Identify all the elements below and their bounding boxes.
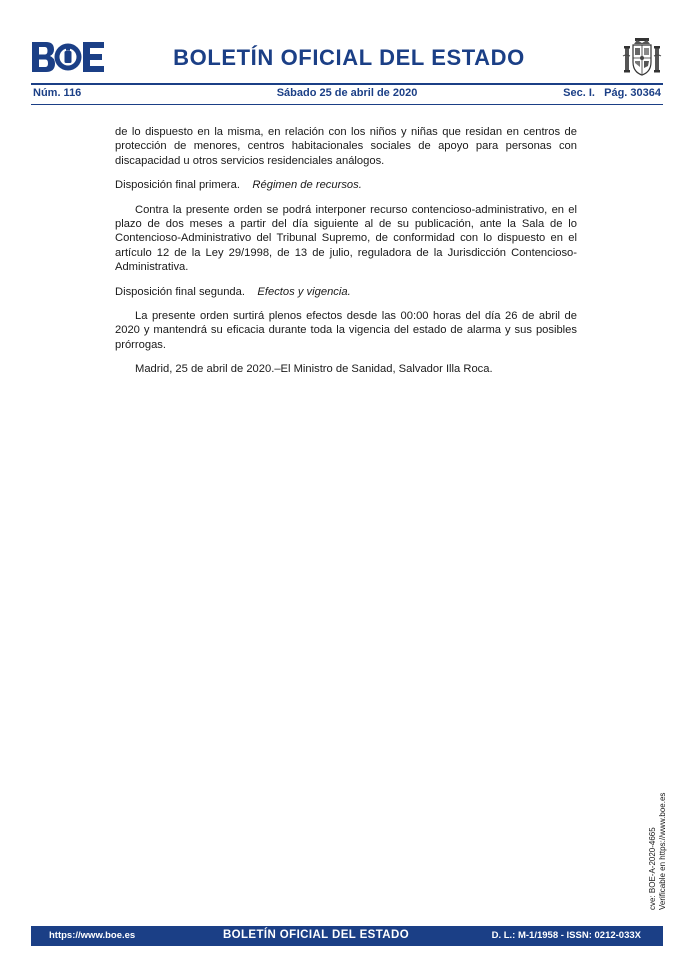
paragraph-recursos: Contra la presente orden se podrá interponer recurso contencioso-administrativo, en el plazo de dos meses a partir del día siguiente al de su publicación, ante la Sala de lo Contencioso-Administrativo del Tribunal Supremo, de conformidad con lo dispuesto en el artículo 12 de la Ley 29/1998, de 13 de julio, reguladora de la Jurisdicción Contencioso-Administrativa.: [115, 203, 577, 274]
page-title: BOLETÍN OFICIAL DEL ESTADO: [173, 45, 525, 70]
issue-date: Sábado 25 de abril de 2020: [276, 87, 418, 99]
paragraph-efectos: La presente orden surtirá plenos efectos desde las 00:00 horas del día 26 de abril de 2020 y mantendrá su eficacia durante toda la vigencia del estado de alarma y sus posibles prórrogas.: [115, 310, 577, 351]
footer-url-link[interactable]: https://www.boe.es: [49, 930, 136, 941]
header-rule-top: [31, 83, 663, 85]
disposicion-label: Disposición final primera.: [115, 179, 240, 192]
section-page: Sec. I. Pág. 30364: [563, 87, 661, 99]
footer-legal-deposit: D. L.: M-1/1958 - ISSN: 0212-033X: [491, 930, 641, 941]
signature-line: Madrid, 25 de abril de 2020.–El Ministro de Sanidad, Salvador Illa Roca.: [135, 363, 493, 376]
disposicion-label: Disposición final segunda.: [115, 285, 245, 298]
disposicion-title: Efectos y vigencia.: [257, 285, 351, 298]
footer-title: BOLETÍN OFICIAL DEL ESTADO: [222, 929, 410, 941]
spain-coat-of-arms-icon: [622, 36, 662, 80]
disposicion-heading-2: [115, 285, 577, 299]
document-body: [115, 125, 577, 377]
boe-logo: [32, 42, 104, 72]
header-meta-row: [31, 87, 663, 101]
disposicion-title: Régimen de recursos.: [252, 179, 362, 192]
issue-number: Núm. 116: [33, 87, 82, 99]
disposicion-heading-1: [115, 178, 577, 192]
verification-link[interactable]: Verificable en https://www.boe.es: [658, 792, 667, 910]
verification-sidebar: [648, 790, 678, 910]
paragraph-continuation: de lo dispuesto en la misma, en relación con los niños y niñas que residan en centros de protección de menores, centros habitacionales sociales de apoyo para personas con discapacidad u otros servicios residenciales análogos.: [115, 126, 577, 167]
cve-code: cve: BOE-A-2020-4665: [648, 827, 657, 910]
footer-bar: [31, 926, 663, 946]
header-rule-bottom: [31, 104, 663, 105]
